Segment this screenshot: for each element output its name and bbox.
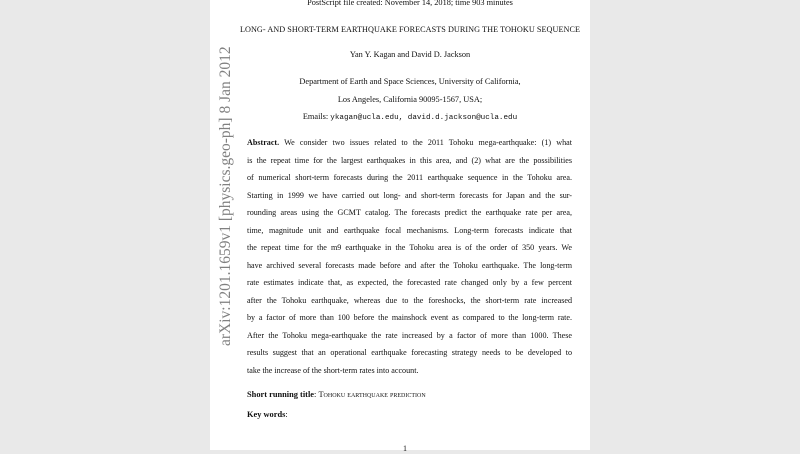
key-words: Key words: [247, 410, 288, 419]
abstract-line: rounding areas using the GCMT catalog. The forecasts predict the earthquake rate per area, [247, 208, 572, 217]
postscript-label: PostScript file created: [307, 0, 383, 7]
abstract-line: the repeat time for the m9 earthquake in the Tohoku area is of the order of 350 years. We [247, 243, 572, 252]
paper-authors: Yan Y. Kagan and David D. Jackson [349, 50, 471, 59]
affiliation-city: Los Angeles, California 90095-1567, USA; [337, 95, 483, 104]
abstract-line: of numerical short-term forecasts during the 2011 earthquake sequence in the Tohoku area. [247, 173, 572, 182]
email-addresses: ykagan@ucla.edu, david.d.jackson@ucla.edu [330, 114, 518, 122]
affiliation-department: Department of Earth and Space Sciences, University of California, [299, 77, 521, 86]
abstract-text: We consider two issues related to the 2011 Tohoku mega-earthquake: (1) what [284, 138, 572, 147]
abstract-line: is the repeat time for the largest earthquakes in this area, and (2) what are the possibilities [247, 155, 572, 165]
abstract-line: rate estimates indicate that, as expected, the forecasted rate changed only by a few percent [247, 278, 572, 287]
created-time: time 903 minutes [455, 0, 513, 7]
running-title-label: Short running title [247, 390, 315, 399]
abstract-line: After the Tohoku mega-earthquake the rate increased by a factor of more than 1000. These [247, 330, 572, 340]
abstract-line: results suggest that an operational earthquake forecasting strategy needs to be developed to [247, 348, 572, 357]
abstract-line: Starting in 1999 we have carried out long- and short-term forecasts for Japan and the sur- [247, 190, 572, 200]
abstract-line: have archived several forecasts made before and after the Tohoku earthquake. The long-term [247, 260, 572, 270]
abstract-line: by a factor of more than 100 before the mainshock event as compared to the long-term rate. [247, 313, 572, 322]
short-running-title: Short running title: Tohoku earthquake prediction [247, 390, 426, 399]
abstract-line: time, magnitude unit and earthquake focal mechanisms. Long-term forecasts indicate that [247, 225, 572, 235]
created-date: November 14, 2018; [384, 0, 454, 7]
abstract-line: take the increase of the short-term rates into account. [247, 365, 419, 375]
page-number: 1 [403, 444, 407, 453]
arxiv-identifier-stamp: arXiv:1201.1659v1 [physics.geo-ph] 8 Jan 2012 [217, 46, 234, 346]
abstract-line: after the Tohoku earthquake, whereas due to the foreshocks, the short-term rate increased [247, 295, 572, 305]
abstract-label: Abstract. [247, 138, 280, 147]
key-words-label: Key words [247, 410, 286, 419]
affiliation-emails [210, 111, 610, 124]
abstract-line [247, 137, 572, 148]
file-created-header [210, 0, 610, 8]
emails-label: Emails: [302, 112, 329, 121]
paper-title: LONG- AND SHORT-TERM EARTHQUAKE FORECASTS DURING THE TOHOKU SEQUENCE [239, 25, 581, 34]
running-title-value: Tohoku earthquake prediction [318, 390, 426, 399]
